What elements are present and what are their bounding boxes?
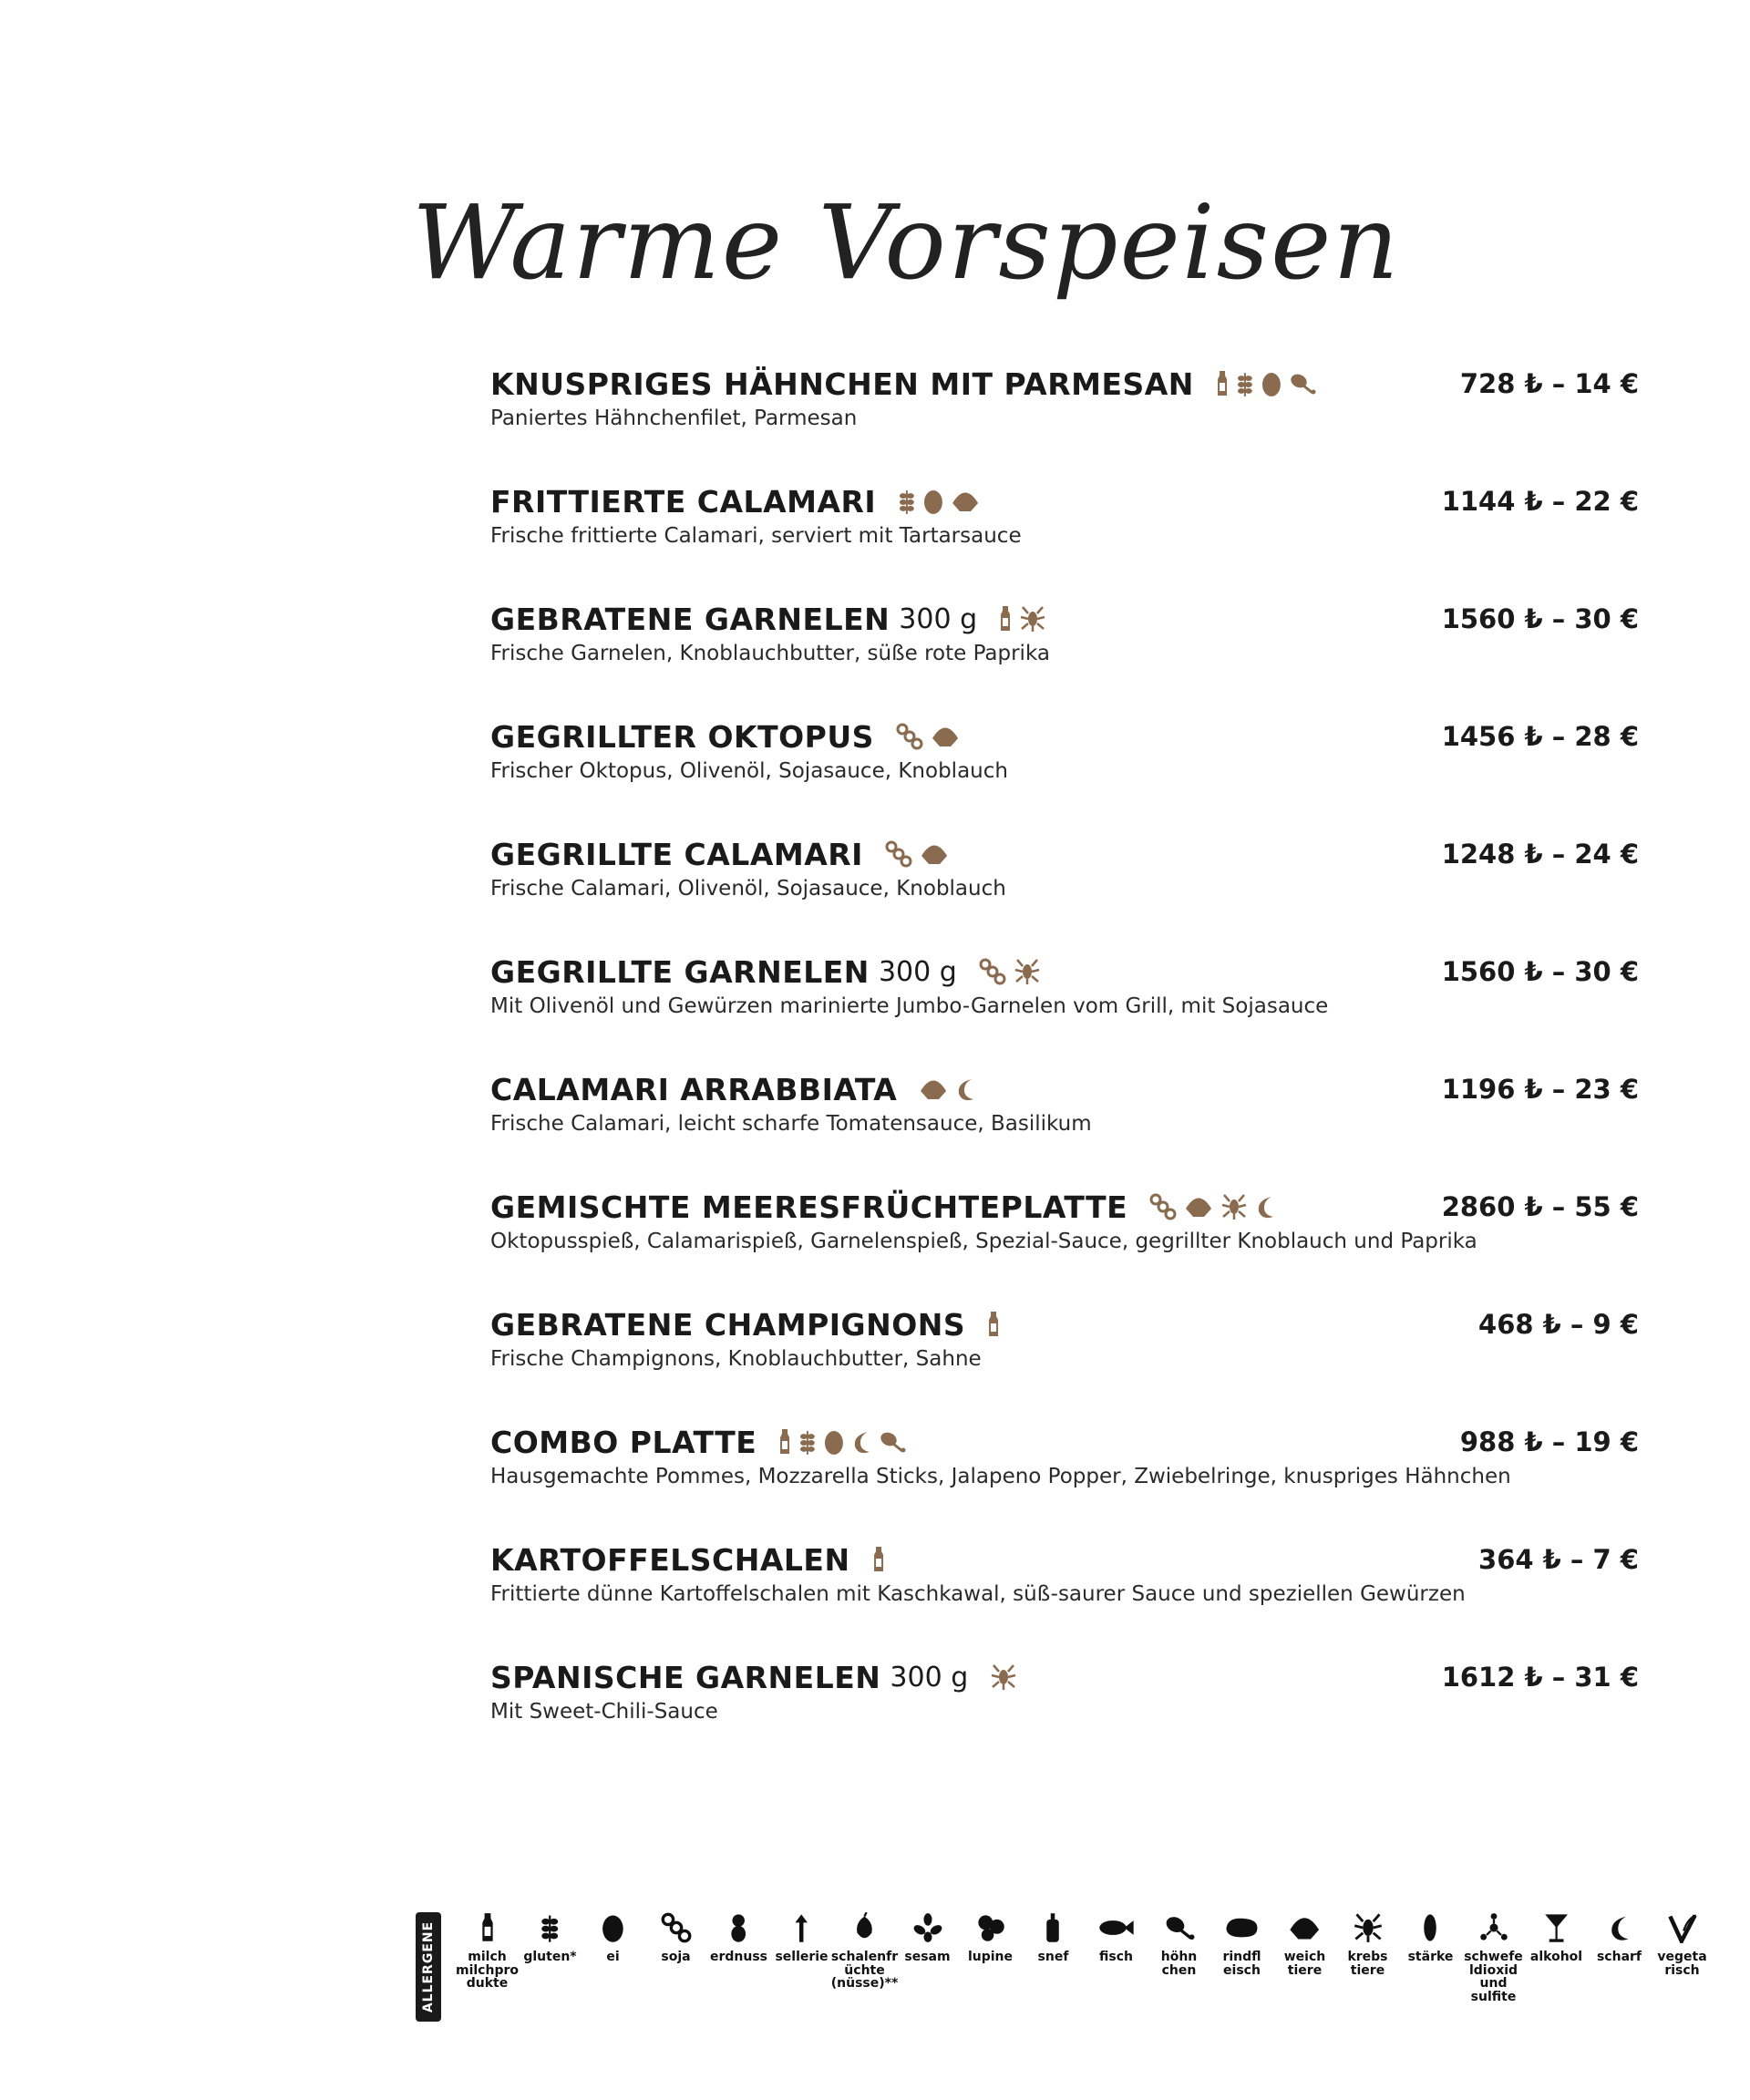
allergen-label: snef xyxy=(1037,1950,1069,1964)
allergen-icons xyxy=(990,1663,1017,1691)
menu-item-price: 1196 ₺ – 23 € xyxy=(1441,1074,1639,1105)
allergen-legend-item xyxy=(582,1912,644,2004)
allergen-label: höhn chen xyxy=(1160,1950,1198,1978)
allergen-icons xyxy=(1216,370,1316,397)
allergen-label: stärke xyxy=(1407,1950,1454,1964)
gluten-icon xyxy=(898,488,916,515)
menu-item-weight: 300 g xyxy=(878,955,957,988)
celery-icon xyxy=(791,1912,811,1943)
menu-item-price: 1456 ₺ – 28 € xyxy=(1441,721,1639,752)
allergen-icons xyxy=(919,1076,975,1103)
sulfite-icon xyxy=(1478,1912,1509,1943)
menu-item-name: FRITTIERTE CALAMARI xyxy=(490,483,877,520)
menu-item-price: 1560 ₺ – 30 € xyxy=(1441,603,1639,634)
menu-item-description: Frische Calamari, Olivenöl, Sojasauce, Knoblauch xyxy=(490,877,1006,901)
allergen-label: schwefe ldioxid und sulfite xyxy=(1464,1950,1523,2005)
menu-item xyxy=(490,1068,1639,1186)
shell-icon xyxy=(1288,1912,1321,1943)
egg-icon xyxy=(1261,370,1282,397)
menu-item-price: 468 ₺ – 9 € xyxy=(1478,1309,1639,1340)
menu-item xyxy=(490,1186,1639,1303)
menu-item xyxy=(490,833,1639,951)
crab-icon xyxy=(1019,605,1046,633)
menu-item-price: 364 ₺ – 7 € xyxy=(1478,1544,1639,1575)
chili-icon xyxy=(1255,1193,1275,1220)
chili-icon xyxy=(851,1428,871,1456)
lupine-icon xyxy=(975,1912,1006,1943)
menu-item-price: 1144 ₺ – 22 € xyxy=(1441,486,1639,517)
allergen-title: ALLERGENE xyxy=(421,1920,437,2013)
menu-item-name: GEMISCHTE MEERESFRÜCHTEPLATTE xyxy=(490,1189,1128,1225)
menu-list xyxy=(490,363,1639,1774)
menu-item-description: Paniertes Hähnchenfilet, Parmesan xyxy=(490,407,858,430)
allergen-label: schalenfr üchte (nüsse)** xyxy=(830,1950,899,1992)
allergen-label: gluten* xyxy=(523,1950,577,1964)
gluten-icon xyxy=(798,1428,817,1456)
allergen-label: rindfl eisch xyxy=(1222,1950,1261,1978)
soy-icon xyxy=(661,1912,692,1943)
allergen-label: krebs tiere xyxy=(1347,1950,1388,1978)
menu-item-name: GEGRILLTE CALAMARI xyxy=(490,836,863,872)
allergen-label: lupine xyxy=(967,1950,1014,1964)
allergen-legend-item xyxy=(707,1912,770,2004)
menu-item-description: Mit Olivenöl und Gewürzen marinierte Jumbo-Garnelen vom Grill, mit Sojasauce xyxy=(490,994,1329,1018)
allergen-label: weich tiere xyxy=(1283,1950,1326,1978)
menu-item xyxy=(490,715,1639,833)
egg-icon xyxy=(602,1912,624,1943)
alcohol-icon xyxy=(1543,1912,1570,1943)
menu-item-price: 988 ₺ – 19 € xyxy=(1459,1426,1639,1457)
allergen-legend-item xyxy=(644,1912,707,2004)
menu-item-description: Frischer Oktopus, Olivenöl, Sojasauce, Knoblauch xyxy=(490,759,1008,783)
soy-icon xyxy=(896,723,923,750)
allergen-legend-item xyxy=(1148,1912,1210,2004)
allergen-icons xyxy=(979,958,1041,985)
shell-icon xyxy=(951,488,980,515)
allergen-label: vegeta risch xyxy=(1657,1950,1707,1978)
sesame-icon xyxy=(912,1912,943,1943)
allergen-title-badge xyxy=(416,1912,441,2022)
crab-icon xyxy=(1220,1193,1248,1220)
allergen-label: ei xyxy=(606,1950,620,1964)
allergen-legend-item xyxy=(896,1912,959,2004)
beef-icon xyxy=(1223,1912,1261,1943)
menu-item-description: Mit Sweet-Chili-Sauce xyxy=(490,1700,718,1724)
menu-item-header xyxy=(490,1303,1639,1345)
allergen-legend-item xyxy=(1651,1912,1714,2004)
menu-item xyxy=(490,1421,1639,1539)
crab-icon xyxy=(1014,958,1041,985)
fish-icon xyxy=(1097,1912,1135,1943)
allergen-legend-item xyxy=(519,1912,582,2004)
menu-item-weight: 300 g xyxy=(890,1661,969,1693)
shell-icon xyxy=(919,1076,948,1103)
allergen-legend-item xyxy=(1462,1912,1525,2004)
vegetarian-icon xyxy=(1667,1912,1698,1943)
allergen-icons xyxy=(987,1311,1000,1338)
menu-item-name: GEGRILLTER OKTOPUS xyxy=(490,718,874,755)
milk-icon xyxy=(778,1428,791,1456)
menu-item-description: Frittierte dünne Kartoffelschalen mit Kaschkawal, süß-saurer Sauce und speziellen Gewürzen xyxy=(490,1582,1466,1606)
menu-item-name: KARTOFFELSCHALEN xyxy=(490,1541,850,1578)
mustard-icon xyxy=(1045,1912,1061,1943)
menu-item-description: Frische Garnelen, Knoblauchbutter, süße rote Paprika xyxy=(490,642,1050,665)
nut-icon xyxy=(853,1912,876,1943)
chili-icon xyxy=(955,1076,975,1103)
allergen-icons xyxy=(778,1428,906,1456)
menu-item-weight: 300 g xyxy=(899,602,978,635)
menu-item-price: 2860 ₺ – 55 € xyxy=(1441,1191,1639,1222)
allergen-legend-item xyxy=(1273,1912,1336,2004)
shell-icon xyxy=(920,840,949,868)
allergen-icons xyxy=(999,605,1046,633)
allergen-icons xyxy=(896,723,960,750)
allergen-legend-item xyxy=(830,1912,899,2004)
milk-icon xyxy=(872,1546,885,1573)
menu-item-name: GEBRATENE GARNELEN xyxy=(490,601,890,637)
menu-item-description: Frische frittierte Calamari, serviert mit Tartarsauce xyxy=(490,524,1022,548)
menu-item-name: GEGRILLTE GARNELEN xyxy=(490,953,870,990)
menu-item xyxy=(490,1303,1639,1421)
allergen-legend-item xyxy=(1085,1912,1148,2004)
allergen-legend-item xyxy=(456,1912,519,2004)
shell-icon xyxy=(1184,1193,1213,1220)
menu-item xyxy=(490,480,1639,598)
egg-icon xyxy=(923,488,943,515)
menu-item-description: Frische Calamari, leicht scharfe Tomatensauce, Basilikum xyxy=(490,1112,1092,1136)
allergen-label: erdnuss xyxy=(709,1950,768,1964)
menu-item xyxy=(490,598,1639,715)
allergen-legend-item xyxy=(1336,1912,1399,2004)
allergen-icons xyxy=(885,840,949,868)
menu-item xyxy=(490,1656,1639,1774)
menu-item-price: 1612 ₺ – 31 € xyxy=(1441,1662,1639,1693)
chicken-icon xyxy=(879,1428,906,1456)
allergen-label: alkohol xyxy=(1529,1950,1583,1964)
menu-item-name: SPANISCHE GARNELEN xyxy=(490,1659,881,1695)
crab-icon xyxy=(1353,1912,1384,1943)
allergen-label: soja xyxy=(661,1950,691,1964)
milk-icon xyxy=(999,605,1012,633)
milk-icon xyxy=(987,1311,1000,1338)
menu-item-description: Frische Champignons, Knoblauchbutter, Sahne xyxy=(490,1347,982,1371)
allergen-icons xyxy=(1149,1193,1275,1220)
menu-item xyxy=(490,951,1639,1068)
allergen-legend-item xyxy=(1022,1912,1085,2004)
menu-item-name: KNUSPRIGES HÄHNCHEN MIT PARMESAN xyxy=(490,365,1194,402)
chicken-icon xyxy=(1289,370,1316,397)
egg-icon xyxy=(824,1428,844,1456)
allergen-legend-item xyxy=(1525,1912,1588,2004)
allergen-label: milch milchpro dukte xyxy=(456,1950,519,1992)
menu-item-name: COMBO PLATTE xyxy=(490,1424,757,1460)
allergen-label: sesam xyxy=(904,1950,951,1964)
peanut-icon xyxy=(728,1912,748,1943)
soy-icon xyxy=(979,958,1006,985)
allergen-legend-item xyxy=(1210,1912,1273,2004)
menu-item-price: 1248 ₺ – 24 € xyxy=(1441,839,1639,870)
allergen-legend-item xyxy=(1588,1912,1651,2004)
allergen-icons xyxy=(872,1546,885,1573)
chili-icon xyxy=(1608,1912,1631,1943)
gluten-icon xyxy=(1236,370,1254,397)
menu-item-name: GEBRATENE CHAMPIGNONS xyxy=(490,1306,966,1343)
soy-icon xyxy=(1149,1193,1177,1220)
crab-icon xyxy=(990,1663,1017,1691)
allergen-label: scharf xyxy=(1596,1950,1642,1964)
milk-icon xyxy=(480,1912,495,1943)
chicken-icon xyxy=(1164,1912,1195,1943)
allergen-legend-item xyxy=(1399,1912,1462,2004)
milk-icon xyxy=(1216,370,1229,397)
allergen-label: fisch xyxy=(1099,1950,1133,1964)
shell-icon xyxy=(931,723,960,750)
allergen-icon-row xyxy=(456,1912,1714,2004)
gluten-icon xyxy=(540,1912,560,1943)
allergen-icons xyxy=(898,488,980,515)
allergen-legend-item xyxy=(770,1912,833,2004)
menu-item xyxy=(490,363,1639,480)
menu-item-price: 1560 ₺ – 30 € xyxy=(1441,956,1639,987)
menu-item-price: 728 ₺ – 14 € xyxy=(1459,368,1639,399)
menu-item-name: CALAMARI ARRABBIATA xyxy=(490,1071,898,1107)
menu-item-header xyxy=(490,1539,1639,1580)
allergen-label: sellerie xyxy=(775,1950,829,1964)
soy-icon xyxy=(885,840,912,868)
starch-icon xyxy=(1422,1912,1438,1943)
page-title: Warme Vorspeisen xyxy=(412,184,1401,303)
menu-item xyxy=(490,1539,1639,1656)
menu-item-description: Hausgemachte Pommes, Mozzarella Sticks, Jalapeno Popper, Zwiebelringe, knuspriges Hähnchen xyxy=(490,1465,1511,1488)
menu-item-description: Oktopusspieß, Calamarispieß, Garnelenspieß, Spezial-Sauce, gegrillter Knoblauch und Paprika xyxy=(490,1230,1477,1253)
allergen-legend-item xyxy=(959,1912,1022,2004)
